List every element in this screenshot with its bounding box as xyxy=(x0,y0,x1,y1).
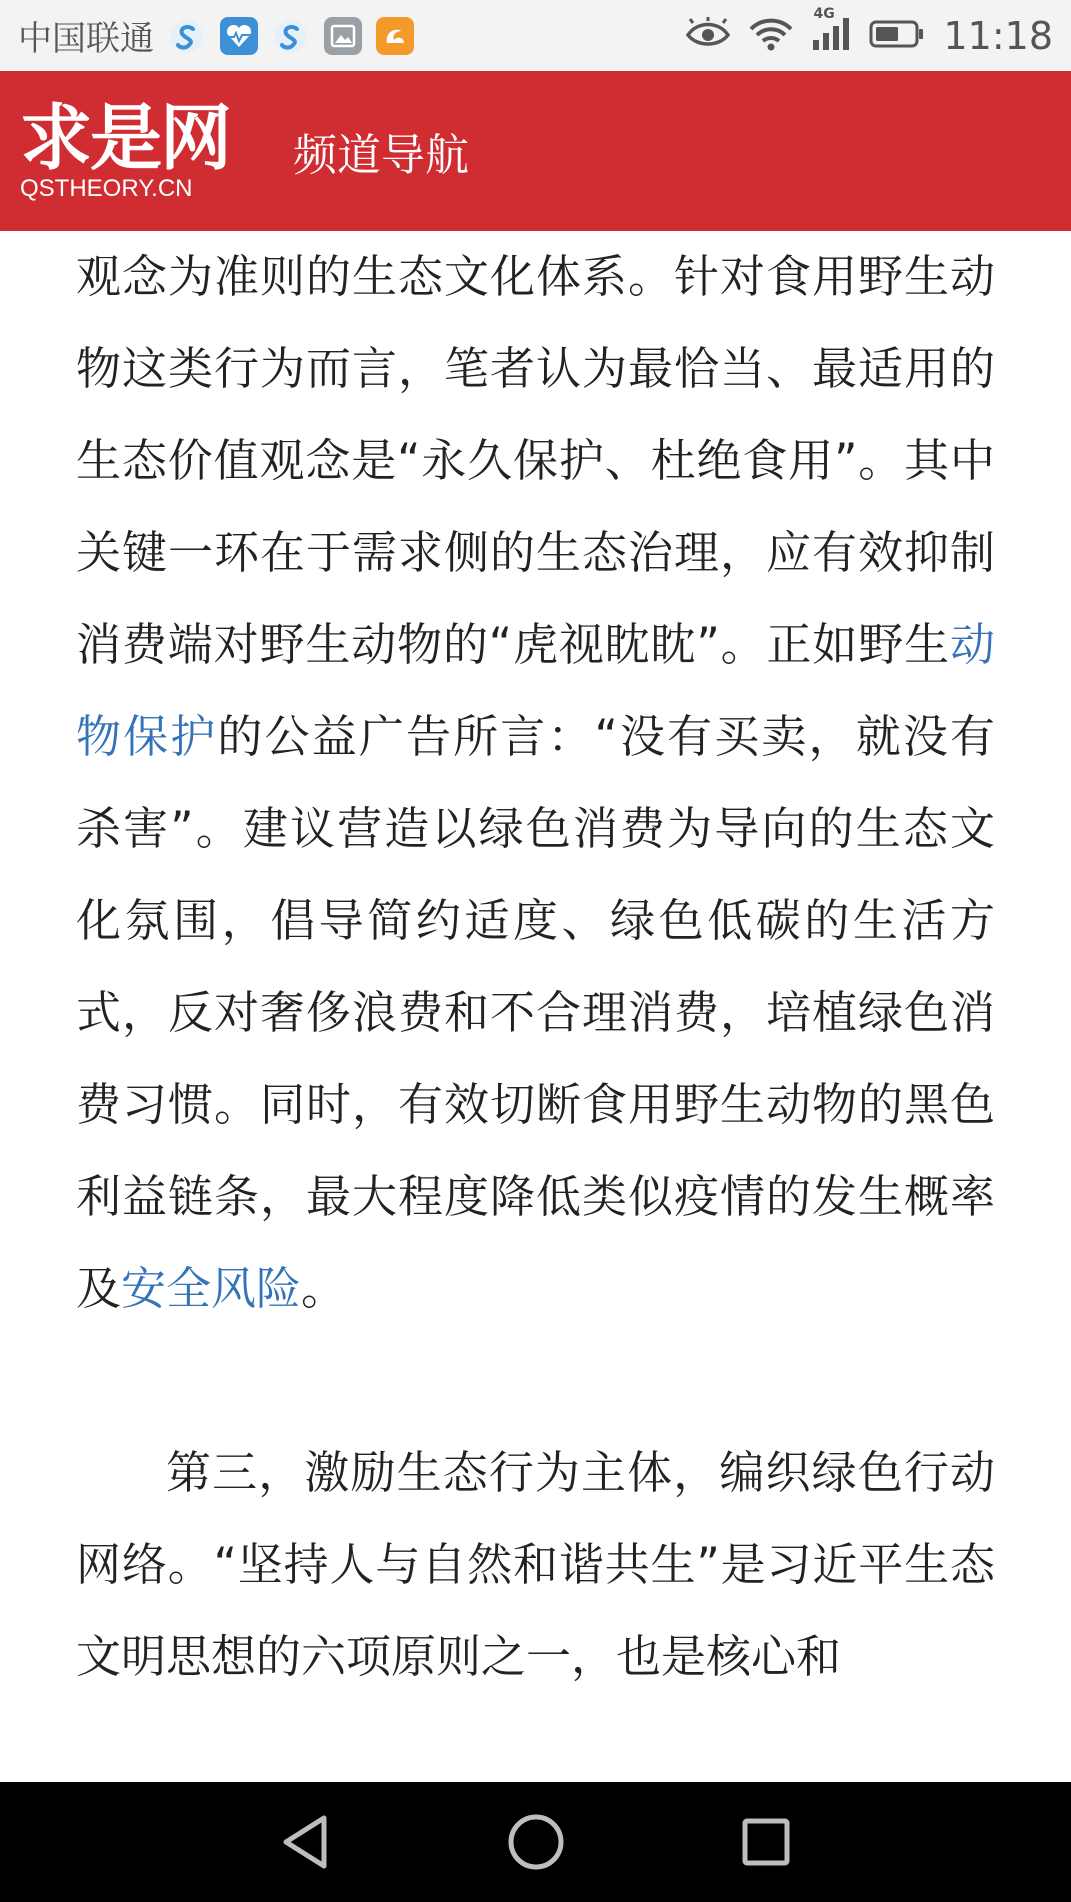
system-nav-bar xyxy=(0,1782,1071,1902)
back-icon[interactable] xyxy=(276,1812,336,1872)
logo-english: QSTHEORY.CN xyxy=(20,175,193,202)
uc-browser-icon xyxy=(376,17,414,55)
channel-nav-link[interactable]: 频道导航 xyxy=(293,130,469,181)
gallery-icon xyxy=(324,17,362,55)
site-header xyxy=(0,71,1071,231)
article-body xyxy=(0,231,1071,1782)
security-risk-link[interactable]: 安全风险 xyxy=(121,1262,302,1315)
status-bar xyxy=(0,0,1071,71)
carrier-label: 中国联通 xyxy=(18,19,154,59)
recents-icon[interactable] xyxy=(736,1812,796,1872)
health-app-icon xyxy=(220,17,258,55)
paragraph-text: 的公益广告所言：“没有买卖，就没有杀害”。建议营造以绿色消费为导向的生态文化氛围，倡导简约适度、绿色低碳的生活方式，反对奢侈浪费和不合理消费，培植绿色消费习惯。同时，有效切断食用野生动物的黑色利益链条，最大程度降低类似疫情的发生概率及 xyxy=(76,710,995,1315)
signal-indicator xyxy=(811,5,851,56)
eye-comfort-icon xyxy=(685,17,731,55)
status-indicators xyxy=(685,5,1053,58)
sogou-input-icon xyxy=(168,17,206,55)
paragraph-text: 。 xyxy=(301,1262,347,1315)
paragraph-text: 第三，激励生态行为主体，编织绿色行动网络。“坚持人与自然和谐共生”是习近平生态文明思想的六项原则之一，也是核心和 xyxy=(76,1446,995,1683)
clock: 11:18 xyxy=(943,13,1053,58)
home-icon[interactable] xyxy=(506,1812,566,1872)
site-logo[interactable] xyxy=(20,96,238,202)
animal-protection-link[interactable]: 动物保护 xyxy=(76,618,995,763)
wifi-icon xyxy=(749,17,793,55)
article-paragraph xyxy=(0,1427,1071,1703)
network-type-label: 4G xyxy=(813,5,835,22)
notification-icons xyxy=(168,17,414,55)
paragraph-text: 观念为准则的生态文化体系。针对食用野生动物这类行为而言，笔者认为最恰当、最适用的生态价值观念是“永久保护、杜绝食用”。其中关键一环在于需求侧的生态治理，应有效抑制消费端对野生动物的“虎视眈眈”。正如野生 xyxy=(76,250,995,671)
logo-chinese: 求是网 xyxy=(20,96,231,180)
sogou-input-icon xyxy=(272,17,310,55)
battery-icon xyxy=(869,19,925,53)
article-paragraph xyxy=(0,231,1071,1335)
